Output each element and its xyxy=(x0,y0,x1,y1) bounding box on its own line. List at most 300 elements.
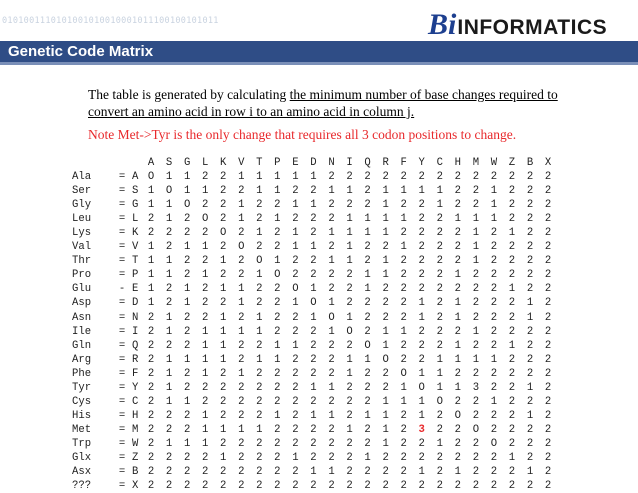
matrix-cell: 1 xyxy=(346,227,353,240)
matrix-cell: 2 xyxy=(201,283,209,296)
matrix-cell: 1 xyxy=(400,185,407,198)
matrix-cell: 1 xyxy=(220,255,227,268)
matrix-cell: 1 xyxy=(364,227,371,240)
matrix-cell: 2 xyxy=(400,171,407,184)
matrix-cell: 1 xyxy=(165,171,173,184)
matrix-cell: 1 xyxy=(201,269,209,282)
matrix-cell: 1 xyxy=(328,381,335,394)
matrix-row xyxy=(72,282,557,296)
matrix-cell: 2 xyxy=(328,423,335,436)
matrix-cell: 1 xyxy=(274,185,281,198)
matrix-cell: 2 xyxy=(220,466,227,479)
matrix-cell: 2 xyxy=(526,199,534,212)
matrix-cell: 2 xyxy=(256,213,263,226)
matrix-cell: 2 xyxy=(472,269,480,282)
matrix-cell: 2 xyxy=(238,227,245,240)
matrix-cell: 2 xyxy=(472,171,480,184)
matrix-cell: 2 xyxy=(220,171,227,184)
matrix-cell: 1 xyxy=(201,367,209,380)
matrix-cell: 1 xyxy=(238,325,245,338)
matrix-cell: 2 xyxy=(472,199,480,212)
matrix-cell: 2 xyxy=(544,269,552,282)
matrix-cell: 1 xyxy=(472,325,480,338)
description-text xyxy=(88,86,598,120)
matrix-cell: 1 xyxy=(382,395,389,408)
matrix-cell: 2 xyxy=(436,297,443,310)
matrix-cell: 1 xyxy=(508,227,516,240)
matrix-cell: 2 xyxy=(544,241,552,254)
matrix-cell: 1 xyxy=(256,325,263,338)
matrix-cell: 2 xyxy=(526,241,534,254)
matrix-cell: 2 xyxy=(544,409,552,422)
matrix-cell: 2 xyxy=(328,171,335,184)
row-amino-name: Ser xyxy=(72,185,92,198)
matrix-cell: 1 xyxy=(183,353,191,366)
matrix-cell: 2 xyxy=(436,339,443,352)
matrix-cell: 2 xyxy=(328,451,335,464)
matrix-cell: 2 xyxy=(346,381,353,394)
matrix-cell: 1 xyxy=(274,171,281,184)
matrix-cell: 2 xyxy=(183,381,191,394)
row-amino-name: Ile xyxy=(72,325,92,338)
matrix-cell: 2 xyxy=(292,185,299,198)
matrix-cell: 2 xyxy=(454,185,461,198)
matrix-cell: 2 xyxy=(147,213,155,226)
matrix-cell: 2 xyxy=(183,311,191,324)
matrix-cell: 2 xyxy=(238,409,245,422)
logo-text: INFORMATICS xyxy=(457,16,608,39)
matrix-cell: 2 xyxy=(526,283,534,296)
matrix-cell: 1 xyxy=(454,213,461,226)
matrix-cell: 2 xyxy=(147,480,155,493)
matrix-cell: 1 xyxy=(382,409,389,422)
matrix-cell: 1 xyxy=(310,241,317,254)
matrix-cell: 1 xyxy=(328,185,335,198)
matrix-cell: 2 xyxy=(508,409,516,422)
matrix-cell: 2 xyxy=(508,269,516,282)
matrix-cell: 1 xyxy=(328,227,335,240)
matrix-cell: 2 xyxy=(165,297,173,310)
matrix-cell: 2 xyxy=(544,255,552,268)
matrix-cell: 2 xyxy=(256,297,263,310)
matrix-cell: 1 xyxy=(310,409,317,422)
bioinformatics-logo xyxy=(428,8,607,40)
matrix-cell: 2 xyxy=(418,199,425,212)
matrix-cell: 1 xyxy=(364,451,371,464)
matrix-header-row xyxy=(72,156,557,170)
matrix-cell: 2 xyxy=(165,241,173,254)
matrix-cell: 1 xyxy=(526,466,534,479)
matrix-cell: 2 xyxy=(454,325,461,338)
matrix-cell: 2 xyxy=(147,353,155,366)
matrix-cell: 2 xyxy=(346,199,353,212)
matrix-cell: 1 xyxy=(274,409,281,422)
matrix-cell: 1 xyxy=(526,409,534,422)
matrix-cell: 2 xyxy=(364,297,371,310)
matrix-cell: 1 xyxy=(346,241,353,254)
row-amino-name: Cys xyxy=(72,395,92,408)
matrix-cell: 2 xyxy=(310,325,317,338)
title-accent-line xyxy=(0,62,638,65)
matrix-cell: 2 xyxy=(292,325,299,338)
matrix-cell: 2 xyxy=(147,339,155,352)
matrix-cell: 2 xyxy=(472,409,480,422)
matrix-cell: 2 xyxy=(165,466,173,479)
matrix-cell: 1 xyxy=(147,241,155,254)
row-code: B xyxy=(132,466,139,479)
row-amino-name: Met xyxy=(72,423,92,436)
matrix-cell: 2 xyxy=(165,283,173,296)
row-equals: = xyxy=(118,199,126,212)
row-code: I xyxy=(132,325,139,338)
matrix-cell: 2 xyxy=(544,381,552,394)
matrix-cell: O xyxy=(292,283,299,296)
matrix-cell: 1 xyxy=(238,171,245,184)
matrix-cell: 1 xyxy=(147,283,155,296)
matrix-cell: 2 xyxy=(238,255,245,268)
matrix-cell: 1 xyxy=(310,283,317,296)
row-code: F xyxy=(132,367,139,380)
highlighted-cell: 3 xyxy=(418,423,425,436)
matrix-cell: 2 xyxy=(220,241,227,254)
row-amino-name: His xyxy=(72,409,92,422)
matrix-cell: 2 xyxy=(526,255,534,268)
matrix-row xyxy=(72,170,557,184)
matrix-cell: 2 xyxy=(490,339,498,352)
matrix-cell: O xyxy=(147,171,155,184)
matrix-cell: 2 xyxy=(544,185,552,198)
matrix-cell: 1 xyxy=(201,423,209,436)
row-code: M xyxy=(132,423,139,436)
matrix-cell: 2 xyxy=(382,451,389,464)
matrix-cell: 1 xyxy=(256,311,263,324)
matrix-cell: 2 xyxy=(436,213,443,226)
row-amino-name: Phe xyxy=(72,367,92,380)
matrix-cell: 2 xyxy=(544,227,552,240)
matrix-cell: 2 xyxy=(418,325,425,338)
matrix-cell: 2 xyxy=(526,213,534,226)
matrix-cell: 1 xyxy=(310,381,317,394)
matrix-cell: 2 xyxy=(382,171,389,184)
matrix-cell: 2 xyxy=(310,185,317,198)
matrix-cell: 2 xyxy=(292,395,299,408)
matrix-cell: 2 xyxy=(346,339,353,352)
matrix-cell: 1 xyxy=(183,241,191,254)
matrix-cell: 2 xyxy=(183,213,191,226)
row-equals: = xyxy=(118,171,126,184)
matrix-cell: 2 xyxy=(328,367,335,380)
matrix-cell: 1 xyxy=(292,297,299,310)
matrix-cell: 2 xyxy=(472,283,480,296)
matrix-cell: 2 xyxy=(436,283,443,296)
matrix-cell: 1 xyxy=(147,199,155,212)
row-amino-name: Glx xyxy=(72,451,92,464)
column-header: G xyxy=(183,157,191,169)
note-text: Note Met->Tyr is the only change that requires all 3 codon positions to change. xyxy=(88,127,517,142)
matrix-cell: 1 xyxy=(183,395,191,408)
matrix-cell: 2 xyxy=(490,227,498,240)
matrix-cell: O xyxy=(454,409,461,422)
matrix-cell: 1 xyxy=(418,367,425,380)
matrix-row xyxy=(72,479,557,493)
matrix-cell: 2 xyxy=(274,297,281,310)
row-amino-name: Ala xyxy=(72,171,92,184)
matrix-cell: 2 xyxy=(454,437,461,450)
matrix-cell: 1 xyxy=(256,171,263,184)
matrix-cell: 1 xyxy=(292,199,299,212)
matrix-cell: 2 xyxy=(364,381,371,394)
matrix-cell: 1 xyxy=(436,185,443,198)
matrix-cell: 1 xyxy=(436,381,443,394)
row-equals: = xyxy=(118,339,126,352)
matrix-cell: 1 xyxy=(346,311,353,324)
row-code: Y xyxy=(132,381,139,394)
matrix-cell: 1 xyxy=(292,451,299,464)
row-code: V xyxy=(132,241,139,254)
matrix-cell: 1 xyxy=(201,409,209,422)
column-header: Y xyxy=(418,157,425,169)
row-code: G xyxy=(132,199,139,212)
matrix-cell: 2 xyxy=(436,241,443,254)
matrix-cell: 2 xyxy=(201,395,209,408)
row-code: D xyxy=(132,297,139,310)
matrix-cell: 2 xyxy=(544,395,552,408)
matrix-cell: 1 xyxy=(454,353,461,366)
matrix-cell: 2 xyxy=(544,480,552,493)
matrix-cell: 2 xyxy=(382,241,389,254)
matrix-cell: 2 xyxy=(508,395,516,408)
row-code: X xyxy=(132,480,139,493)
row-code: Z xyxy=(132,451,139,464)
matrix-cell: 2 xyxy=(201,381,209,394)
matrix-cell: 2 xyxy=(165,227,173,240)
row-equals: = xyxy=(118,466,126,479)
matrix-cell: 2 xyxy=(490,269,498,282)
matrix-cell: 2 xyxy=(238,353,245,366)
row-equals: = xyxy=(118,451,126,464)
matrix-cell: 2 xyxy=(292,353,299,366)
matrix-cell: 2 xyxy=(436,269,443,282)
matrix-cell: 1 xyxy=(238,367,245,380)
matrix-cell: O xyxy=(274,269,281,282)
matrix-cell: 1 xyxy=(382,437,389,450)
matrix-cell: 1 xyxy=(183,437,191,450)
matrix-cell: 1 xyxy=(310,311,317,324)
matrix-cell: 2 xyxy=(220,367,227,380)
matrix-cell: 1 xyxy=(165,213,173,226)
matrix-cell: 2 xyxy=(256,466,263,479)
matrix-cell: 2 xyxy=(220,381,227,394)
matrix-row xyxy=(72,367,557,381)
matrix-cell: 2 xyxy=(400,466,407,479)
matrix-cell: 2 xyxy=(274,199,281,212)
matrix-cell: 2 xyxy=(201,466,209,479)
matrix-cell: 2 xyxy=(382,480,389,493)
matrix-cell: 2 xyxy=(220,395,227,408)
matrix-cell: 1 xyxy=(472,227,480,240)
matrix-cell: 1 xyxy=(310,171,317,184)
row-amino-name: Gly xyxy=(72,199,92,212)
matrix-cell: 2 xyxy=(183,409,191,422)
matrix-cell: 2 xyxy=(490,325,498,338)
matrix-cell: 1 xyxy=(201,437,209,450)
matrix-cell: 2 xyxy=(220,297,227,310)
matrix-cell: 2 xyxy=(400,480,407,493)
matrix-corner xyxy=(132,156,142,170)
row-amino-name: Tyr xyxy=(72,381,92,394)
matrix-cell: 2 xyxy=(508,437,516,450)
matrix-cell: 2 xyxy=(418,255,425,268)
matrix-cell: 2 xyxy=(400,451,407,464)
matrix-cell: 2 xyxy=(256,283,263,296)
matrix-cell: 2 xyxy=(220,185,227,198)
matrix-cell: 2 xyxy=(364,466,371,479)
matrix-cell: 2 xyxy=(346,480,353,493)
matrix-cell: 1 xyxy=(346,353,353,366)
row-equals: = xyxy=(118,437,126,450)
matrix-cell: 1 xyxy=(328,409,335,422)
matrix-cell: 2 xyxy=(165,339,173,352)
matrix-cell: 1 xyxy=(526,311,534,324)
matrix-cell: 2 xyxy=(436,423,443,436)
matrix-cell: 2 xyxy=(238,185,245,198)
row-equals: = xyxy=(118,311,126,324)
matrix-cell: 2 xyxy=(328,437,335,450)
matrix-cell: 2 xyxy=(364,325,371,338)
matrix-cell: 1 xyxy=(490,353,498,366)
matrix-cell: 2 xyxy=(328,339,335,352)
matrix-cell: 2 xyxy=(544,451,552,464)
matrix-cell: 2 xyxy=(490,171,498,184)
matrix-cell: 2 xyxy=(472,185,480,198)
row-amino-name: Pro xyxy=(72,269,92,282)
matrix-cell: 1 xyxy=(418,297,425,310)
matrix-cell: 1 xyxy=(472,213,480,226)
matrix-cell: 2 xyxy=(238,437,245,450)
matrix-cell: 1 xyxy=(526,297,534,310)
matrix-cell: 1 xyxy=(382,423,389,436)
matrix-cell: 2 xyxy=(526,395,534,408)
matrix-cell: 2 xyxy=(454,255,461,268)
matrix-cell: 2 xyxy=(256,241,263,254)
matrix-cell: 2 xyxy=(238,269,245,282)
matrix-cell: 1 xyxy=(201,353,209,366)
matrix-cell: 1 xyxy=(201,185,209,198)
row-code: A xyxy=(132,171,139,184)
matrix-cell: 1 xyxy=(454,311,461,324)
column-header: W xyxy=(490,157,498,169)
matrix-cell: 2 xyxy=(544,437,552,450)
matrix-cell: 2 xyxy=(418,451,425,464)
matrix-cell: 2 xyxy=(292,423,299,436)
row-amino-name: Thr xyxy=(72,255,92,268)
matrix-cell: 1 xyxy=(147,185,155,198)
column-header: P xyxy=(274,157,281,169)
matrix-row xyxy=(72,381,557,395)
matrix-cell: 2 xyxy=(400,423,407,436)
matrix-cell: 2 xyxy=(436,451,443,464)
matrix-cell: 2 xyxy=(147,227,155,240)
matrix-cell: 2 xyxy=(508,297,516,310)
matrix-cell: 2 xyxy=(454,423,461,436)
matrix-cell: 2 xyxy=(147,395,155,408)
matrix-cell: 2 xyxy=(274,451,281,464)
matrix-cell: 2 xyxy=(418,283,425,296)
matrix-cell: 2 xyxy=(256,381,263,394)
row-equals: = xyxy=(118,423,126,436)
matrix-cell: 2 xyxy=(310,213,317,226)
row-code: S xyxy=(132,185,139,198)
row-amino-name: Trp xyxy=(72,437,92,450)
matrix-cell: 2 xyxy=(238,451,245,464)
matrix-cell: 1 xyxy=(454,339,461,352)
matrix-cell: 1 xyxy=(436,353,443,366)
matrix-cell: O xyxy=(364,339,371,352)
binary-line: 0101001110101001010010001011100100101011 xyxy=(2,15,219,26)
matrix-cell: O xyxy=(183,199,191,212)
matrix-cell: 2 xyxy=(418,480,425,493)
matrix-cell: 1 xyxy=(382,227,389,240)
row-code: N xyxy=(132,311,139,324)
matrix-cell: 2 xyxy=(472,437,480,450)
matrix-cell: 2 xyxy=(472,339,480,352)
matrix-cell: 2 xyxy=(436,255,443,268)
matrix-row xyxy=(72,339,557,353)
matrix-cell: 2 xyxy=(310,451,317,464)
description-underlined: the minimum number of base changes required to convert an amino acid in row i to an amino acid in column j. xyxy=(88,87,558,119)
matrix-cell: 1 xyxy=(346,185,353,198)
matrix-cell: 2 xyxy=(508,185,516,198)
row-code: W xyxy=(132,437,139,450)
row-code: C xyxy=(132,395,139,408)
matrix-cell: 1 xyxy=(382,339,389,352)
column-header: Q xyxy=(364,157,371,169)
header-band xyxy=(0,0,638,40)
matrix-cell: 2 xyxy=(220,437,227,450)
matrix-cell: 1 xyxy=(346,367,353,380)
matrix-cell: 1 xyxy=(274,255,281,268)
matrix-cell: 2 xyxy=(508,311,516,324)
row-equals: = xyxy=(118,367,126,380)
matrix-cell: 2 xyxy=(400,409,407,422)
row-equals: = xyxy=(118,241,126,254)
matrix-cell: O xyxy=(201,213,209,226)
matrix-cell: 1 xyxy=(454,297,461,310)
matrix-cell: 2 xyxy=(256,339,263,352)
matrix-cell: 2 xyxy=(183,339,191,352)
matrix-cell: 2 xyxy=(256,199,263,212)
matrix-cell: 1 xyxy=(346,255,353,268)
matrix-cell: 2 xyxy=(454,241,461,254)
matrix-cell: 1 xyxy=(256,423,263,436)
row-amino-name: Gln xyxy=(72,339,92,352)
row-amino-name: Val xyxy=(72,241,92,254)
matrix-cell: 1 xyxy=(165,353,173,366)
matrix-cell: 2 xyxy=(346,451,353,464)
matrix-cell: 2 xyxy=(526,451,534,464)
column-header: Z xyxy=(508,157,516,169)
matrix-cell: 2 xyxy=(201,255,209,268)
matrix-cell: 2 xyxy=(201,199,209,212)
matrix-cell: 2 xyxy=(346,395,353,408)
matrix-cell: 1 xyxy=(165,437,173,450)
matrix-cell: 2 xyxy=(508,325,516,338)
matrix-cell: 2 xyxy=(220,199,227,212)
matrix-cell: O xyxy=(220,227,227,240)
matrix-cell: 1 xyxy=(165,311,173,324)
matrix-cell: 2 xyxy=(364,185,371,198)
matrix-cell: 2 xyxy=(382,367,389,380)
